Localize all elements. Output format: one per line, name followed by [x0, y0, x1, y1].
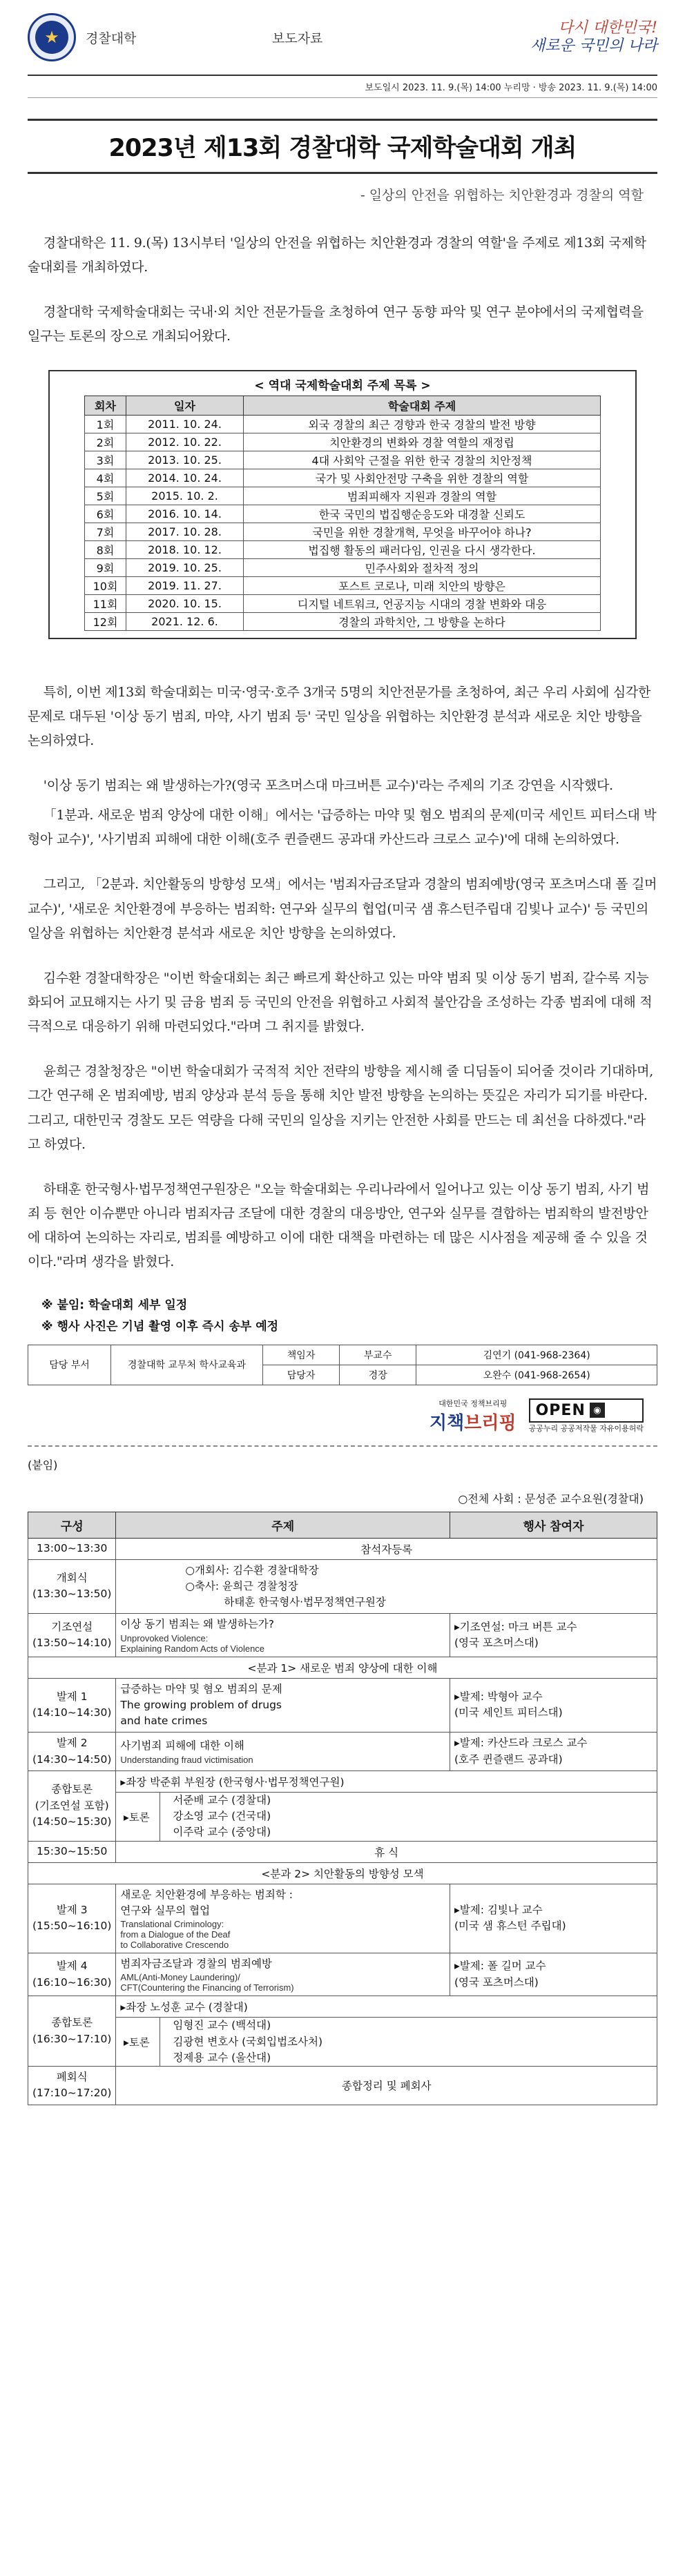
history-topic: 치안환경의 변화와 경찰 역할의 재정립 — [244, 433, 601, 451]
history-topic: 경찰의 과학치안, 그 방향을 논하다 — [244, 612, 601, 630]
history-round: 9회 — [85, 558, 126, 576]
program-row-panel-1-chair: 종합토론 (기조연설 포함) (14:50~15:30) ▸좌장 박준휘 부원장 (한국형사·법무정책연구원) — [28, 1770, 657, 1792]
history-topic: 법집행 활동의 패러다임, 인권을 다시 생각한다. — [244, 540, 601, 558]
program-row-break: 15:30~15:50 휴 식 — [28, 1841, 657, 1862]
note-photo: ※ 행사 사진은 기념 촬영 이후 즉시 송부 예정 — [41, 1319, 279, 1334]
program-header-participants: 행사 참여자 — [450, 1512, 657, 1538]
release-info: 보도일시 2023. 11. 9.(목) 14:00 누리망 · 방송 2023. 11. 9.(목) 14:00 — [28, 76, 657, 98]
org-name: 경찰대학 — [86, 30, 137, 46]
history-round: 3회 — [85, 451, 126, 469]
program-table — [28, 1512, 657, 2105]
page-title: 2023년 제13회 경찰대학 국제학술대회 개최 — [28, 119, 657, 174]
history-header-topic: 학술대회 주제 — [244, 396, 601, 415]
history-topic: 외국 경찰의 최근 경향과 한국 경찰의 발전 방향 — [244, 415, 601, 433]
history-row — [85, 451, 601, 469]
history-round: 4회 — [85, 469, 126, 487]
program-header-topic: 주제 — [116, 1512, 450, 1538]
contact-name-2: 오완수 (041-968-2654) — [416, 1365, 657, 1385]
history-row — [85, 433, 601, 451]
contact-dept-label: 담당 부서 — [28, 1345, 111, 1385]
contact-dept: 경찰대학 교무처 학사교육과 — [111, 1345, 263, 1385]
paragraph-6: 김수환 경찰대학장은 "이번 학술대회는 최근 빠르게 확산하고 있는 마약 범죄 및 이상 동기 범죄, 갈수록 지능화되어 교묘해지는 사기 및 금융 범죄 등 국민의 안전을 위협하고 사회적 불안감을 조성하는 각종 범죄에 대해 적극적으로 대응하기 위해 마련되었다."라며 그 취지를 밝혔다. — [28, 970, 653, 1035]
footer-logos — [41, 1398, 644, 1434]
history-round: 5회 — [85, 487, 126, 505]
history-row — [85, 469, 601, 487]
star-emblem-icon: ★ — [35, 21, 68, 54]
history-row — [85, 487, 601, 505]
moderator: ○전체 사회 : 문성준 교수요원(경찰대) — [458, 1492, 644, 1505]
history-date: 2020. 10. 15. — [126, 594, 244, 612]
history-date: 2013. 10. 25. — [126, 451, 244, 469]
appendix-label: (붙임) — [28, 1458, 58, 1472]
program-row-panel-2-chair: 종합토론 (16:30~17:10) ▸좌장 노성훈 교수 (경찰대) — [28, 1996, 657, 2018]
history-topic: 4대 사회악 근절을 위한 한국 경찰의 치안정책 — [244, 451, 601, 469]
history-header-date: 일자 — [126, 396, 244, 415]
contact-role-2: 담당자 — [263, 1365, 340, 1385]
history-round: 8회 — [85, 540, 126, 558]
program-row-talk-2: 발제 2 (14:30~14:50) 사기범죄 피해에 대한 이해 Understanding fraud victimisation ▸발제: 카산드라 크로스 교수 (호주 퀸즐랜드 공과대) — [28, 1733, 657, 1771]
history-row — [85, 523, 601, 540]
history-date: 2017. 10. 28. — [126, 523, 244, 540]
history-row — [85, 540, 601, 558]
program-row-talk-3: 발제 3 (15:50~16:10) 새로운 치안환경에 부응하는 범죄학 : 연구와 실무의 협업 Translational Criminology: from a Dialogue of the Deaf to Collaborative Crescendo ▸발제: 김빛나 교수 (미국 샘 휴스턴 주립대) — [28, 1884, 657, 1953]
history-round: 6회 — [85, 505, 126, 523]
program-row-talk-4: 발제 4 (16:10~16:30) 범죄자금조달과 경찰의 범죄예방 AML(Anti-Money Laundering)/ CFT(Countering the Financing of Terrorism) ▸발제: 폴 길머 교수 (영국 포츠머스대) — [28, 1953, 657, 1996]
program-row-closing: 폐회식 (17:10~17:20) 종합정리 및 폐회사 — [28, 2067, 657, 2105]
history-date: 2015. 10. 2. — [126, 487, 244, 505]
doc-type: 보도자료 — [272, 30, 323, 46]
history-row — [85, 576, 601, 594]
paragraph-5: 그리고, 「2분과. 치안활동의 방향성 모색」에서는 '범죄자금조달과 경찰의 범죄예방(영국 포츠머스대 폴 길머 교수)', '새로운 치안환경에 부응하는 범죄학: 연구와 실무의 협업(미국 샘 휴스턴주립대 김빛나 교수)' 등 국민의 일상을 위협하는 치안환경 분석과 새로운 치안 방향을 논의하였다. — [28, 877, 657, 941]
history-date: 2016. 10. 14. — [126, 505, 244, 523]
notes — [41, 1295, 644, 1337]
program-row-session-1: <분과 1> 새로운 범죄 양상에 대한 이해 — [28, 1657, 657, 1678]
paragraph-7: 윤희근 경찰청장은 "이번 학술대회가 국적적 치안 전략의 방향을 제시해 줄 디딤돌이 되어줄 것이라 기대하며, 그간 연구해 온 범죄예방, 범죄 양상과 분석 등을 통해 치안 발전 방향을 논의하는 뜻깊은 자리가 되기를 바란다. 그리고, 대한민국 경찰도 모든 역량을 다해 국민의 일상을 지키는 안전한 사회를 만드는 데 최선을 다하겠다."라고 하였다. — [28, 1064, 653, 1152]
contact-rank-1: 부교수 — [340, 1345, 416, 1365]
program-header-section: 구성 — [28, 1512, 116, 1538]
policy-briefing-logo: 대한민국 정책브리핑 지책브리핑 — [430, 1398, 517, 1434]
history-round: 11회 — [85, 594, 126, 612]
history-row — [85, 594, 601, 612]
open-license-logo: OPEN ◉ 공공누리 공공저작물 자유이용허락 — [529, 1398, 644, 1434]
history-row — [85, 415, 601, 433]
history-topic: 포스트 코로나, 미래 치안의 방향은 — [244, 576, 601, 594]
history-round: 12회 — [85, 612, 126, 630]
program-row-panel-1-discussants: ▸토론 서준배 교수 (경찰대) 강소영 교수 (건국대) 이주락 교수 (중앙대) — [28, 1792, 657, 1841]
history-round: 2회 — [85, 433, 126, 451]
header — [28, 0, 657, 76]
history-row — [85, 612, 601, 630]
paragraph-1: 경찰대학은 11. 9.(목) 13시부터 '일상의 안전을 위협하는 치안환경과 경찰의 역할'을 주제로 제13회 국제학술대회를 개최하였다. — [28, 235, 646, 275]
history-topic: 국민을 위한 경찰개혁, 무엇을 바꾸어야 하나? — [244, 523, 601, 540]
history-round: 7회 — [85, 523, 126, 540]
program-row-registration: 13:00~13:30 참석자등록 — [28, 1538, 657, 1559]
history-topic: 민주사회와 절차적 정의 — [244, 558, 601, 576]
history-topic: 국가 및 사회안전망 구축을 위한 경찰의 역할 — [244, 469, 601, 487]
paragraph-4b: 「1분과. 새로운 범죄 양상에 대한 이해」에서는 '급증하는 마약 및 혐오 범죄의 문제(미국 세인트 피터스대 박형아 교수)', '사기범죄 피해에 대한 이해(호주 퀸즐랜드 공과대 카산드라 크로스 교수)'에 대해 논의하였다. — [28, 808, 657, 848]
history-topic: 한국 국민의 법집행순응도와 대경찰 신뢰도 — [244, 505, 601, 523]
history-date: 2018. 10. 12. — [126, 540, 244, 558]
slogan-line-1: 다시 대한민국! — [558, 19, 657, 37]
history-topic: 범죄피해자 지원과 경찰의 역할 — [244, 487, 601, 505]
history-date: 2012. 10. 22. — [126, 433, 244, 451]
contact-table — [28, 1345, 657, 1385]
person-icon: ◉ — [590, 1403, 605, 1418]
program-row-keynote: 기조연설 (13:50~14:10) 이상 동기 범죄는 왜 발생하는가? Unprovoked Violence: Explaining Random Acts of Violence ▸기조연설: 마크 버튼 교수 (영국 포츠머스대) — [28, 1614, 657, 1657]
slogan — [485, 19, 657, 56]
history-box — [48, 370, 637, 639]
paragraph-8: 하태훈 한국형사·법무정책연구원장은 "오늘 학술대회는 우리나라에서 일어나고 있는 이상 동기 범죄, 사기 범죄 등 현안 이슈뿐만 아니라 범죄자금 조달에 대한 경찰의 대응방안, 연구와 실무를 결합하는 범죄학의 발전방안에 대하여 논의하는 자리로, 범죄를 예방하고 이에 대한 대책을 마련하는 데 많은 시사점을 제공해 줄 수 있을 것이다."라며 생각을 밝혔다. — [28, 1181, 650, 1270]
slogan-line-2: 새로운 국민의 나라 — [530, 37, 657, 55]
police-university-seal — [28, 13, 76, 61]
history-date: 2021. 12. 6. — [126, 612, 244, 630]
paragraph-4a: '이상 동기 범죄는 왜 발생하는가?(영국 포츠머스대 마크버튼 교수)'라는 주제의 기조 강연을 시작했다. — [43, 777, 613, 793]
program-row-panel-2-discussants: ▸토론 임형진 교수 (백석대) 김광현 변호사 (국회입법조사처) 정제용 교수 (울산대) — [28, 2018, 657, 2067]
page-subtitle: - 일상의 안전을 위협하는 치안환경과 경찰의 역할 — [360, 188, 644, 203]
history-date: 2011. 10. 24. — [126, 415, 244, 433]
note-attachment: ※ 붙임: 학술대회 세부 일정 — [41, 1298, 188, 1313]
program-row-opening: 개회식 (13:30~13:50) ○개회사: 김수환 경찰대학장 ○축사: 윤희근 경찰청장 하태훈 한국형사·법무정책연구원장 — [28, 1559, 657, 1614]
history-date: 2019. 11. 27. — [126, 576, 244, 594]
history-date: 2014. 10. 24. — [126, 469, 244, 487]
history-round: 1회 — [85, 415, 126, 433]
history-row — [85, 558, 601, 576]
history-header-round: 회차 — [85, 396, 126, 415]
contact-role-1: 책임자 — [263, 1345, 340, 1365]
history-row — [85, 505, 601, 523]
divider — [28, 1445, 657, 1447]
paragraph-2: 경찰대학 국제학술대회는 국내·외 치안 전문가들을 초청하여 연구 동향 파악 및 연구 분야에서의 국제협력을 일구는 토론의 장으로 개최되어왔다. — [28, 304, 644, 344]
contact-rank-2: 경장 — [340, 1365, 416, 1385]
history-date: 2019. 10. 25. — [126, 558, 244, 576]
history-round: 10회 — [85, 576, 126, 594]
history-table — [84, 396, 601, 631]
history-caption: < 역대 국제학술대회 주제 목록 > — [254, 378, 431, 393]
program-row-session-2: <분과 2> 치안활동의 방향성 모색 — [28, 1862, 657, 1884]
contact-name-1: 김연기 (041-968-2364) — [416, 1345, 657, 1365]
paragraph-3: 특히, 이번 제13회 학술대회는 미국·영국·호주 3개국 5명의 치안전문가를 초청하여, 최근 우리 사회에 심각한 문제로 대두된 '이상 동기 범죄, 마약, 사기 범죄 등' 국민 일상을 위협하는 치안환경 분석과 새로운 치안 방향을 논의하였다. — [28, 684, 650, 748]
program-row-talk-1: 발제 1 (14:10~14:30) 급증하는 마약 및 혐오 범죄의 문제 The growing problem of drugs and hate crimes ▸발제: 박형아 교수 (미국 세인트 피터스대) — [28, 1678, 657, 1733]
history-topic: 디지털 네트워크, 언공지능 시대의 경찰 변화와 대응 — [244, 594, 601, 612]
